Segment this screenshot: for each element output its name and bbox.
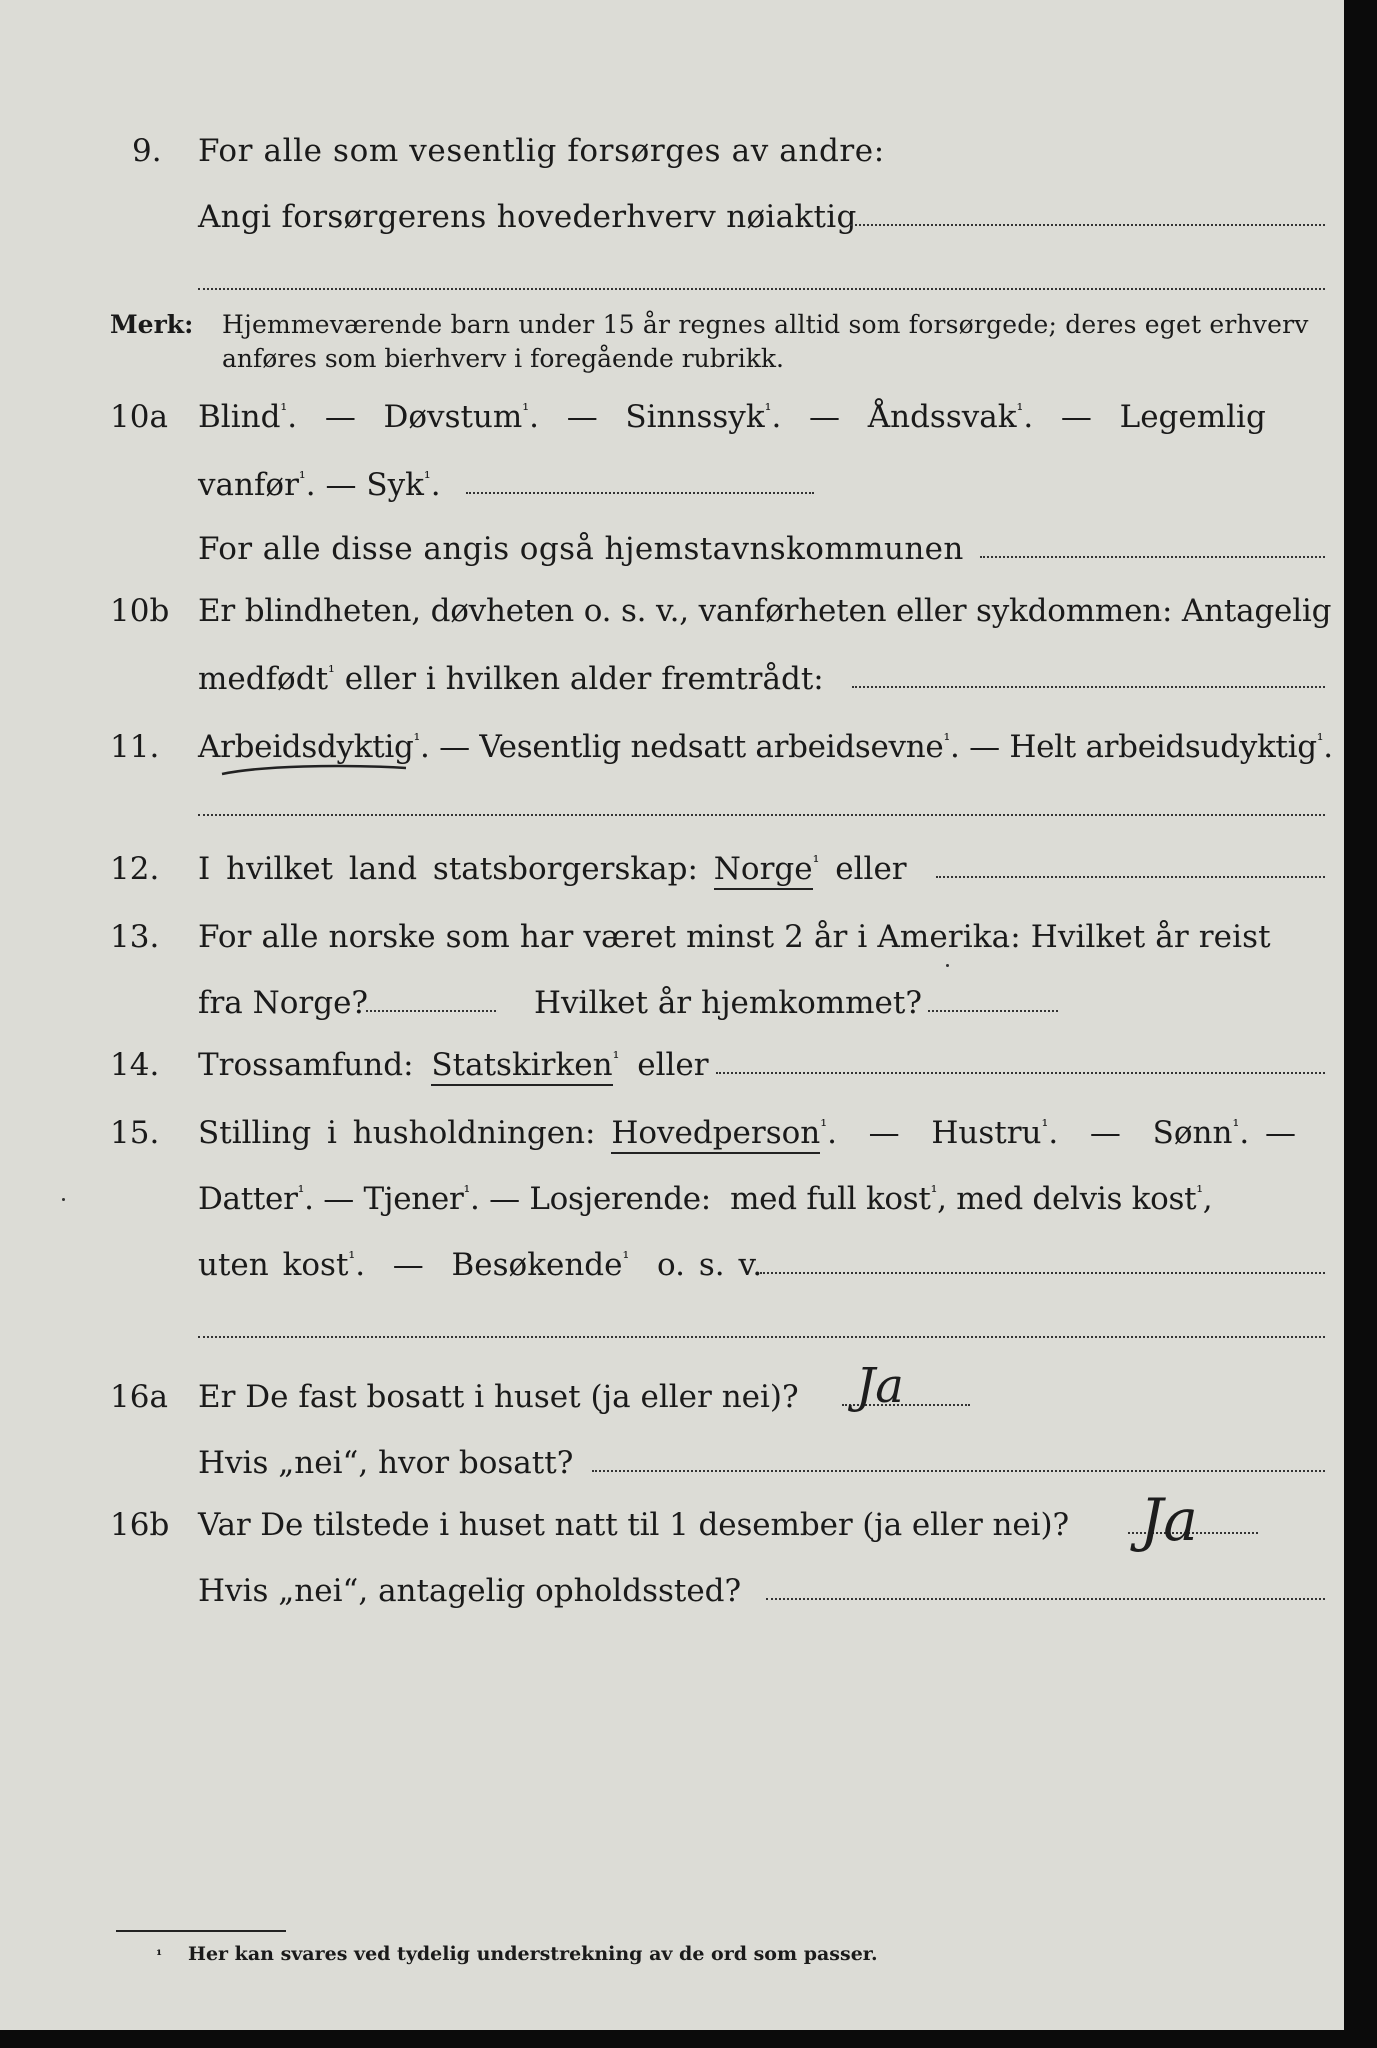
answer-line[interactable] xyxy=(198,1336,1325,1338)
item-number: 11. xyxy=(110,729,160,765)
question-text: Angi forsørgerens hovederhverv nøiaktig xyxy=(198,199,857,235)
footnote-mark: ¹ xyxy=(156,1948,163,1964)
question-text: Hvis „nei“, hvor bosatt? xyxy=(198,1445,574,1481)
item-number: 16a xyxy=(110,1379,168,1415)
answer-line[interactable] xyxy=(466,492,814,494)
question-text: Blind$^{^1}$. — Døvstum$^{^1}$. — Sinnssyk$^{^1}$. — Åndssvak$^{^1}$. — Legemlig xyxy=(198,399,1266,435)
question-text: vanfør$^{^1}$. — Syk$^{^1}$. xyxy=(198,467,441,503)
underlined-choice: Norge xyxy=(714,851,813,890)
question-text: Datter$^{^1}$. — Tjener$^{^1}$. — Losjerende: med full kost$^{^1}$, med delvis kost$^{^1}$, xyxy=(198,1181,1213,1217)
item-number: 10a xyxy=(110,399,168,435)
question-text: Hvilket år hjemkommet? xyxy=(534,985,922,1021)
answer-line[interactable] xyxy=(766,1598,1325,1600)
item-number: 9. xyxy=(132,133,162,169)
item-number: 10b xyxy=(110,593,170,629)
stray-mark xyxy=(62,1198,65,1201)
underlined-choice: Statskirken xyxy=(431,1047,612,1086)
answer-line-year-left[interactable] xyxy=(366,1010,496,1012)
item-number: 16b xyxy=(110,1507,170,1543)
footnote-text: Her kan svares ved tydelig understrekning av de ord som passer. xyxy=(188,1943,878,1965)
underlined-choice: Hovedperson xyxy=(611,1115,820,1154)
note-text: anføres som bierhverv i foregående rubrikk. xyxy=(222,344,784,373)
handwritten-answer: Ja xyxy=(856,1358,904,1414)
answer-line[interactable] xyxy=(198,288,1325,290)
answer-line[interactable] xyxy=(850,224,1325,226)
question-text: Er blindheten, døvheten o. s. v., vanførheten eller sykdommen: Antagelig xyxy=(198,593,1332,629)
question-text: medfødt$^{^1}$ eller i hvilken alder fremtrådt: xyxy=(198,661,824,697)
answer-line[interactable] xyxy=(980,556,1325,558)
answer-line[interactable] xyxy=(716,1072,1325,1074)
question-text: Trossamfund: Statskirken$^{^1}$ eller xyxy=(198,1044,709,1086)
answer-line[interactable] xyxy=(592,1470,1325,1472)
answer-line[interactable] xyxy=(852,686,1325,688)
item-number: 13. xyxy=(110,919,160,955)
footnote-separator xyxy=(116,1930,286,1932)
question-text: For alle norske som har været minst 2 år i Amerika: Hvilket år reist xyxy=(198,919,1271,955)
question-text: For alle disse angis også hjemstavnskommunen xyxy=(198,531,964,567)
question-text: fra Norge? xyxy=(198,985,369,1021)
answer-line[interactable] xyxy=(760,1272,1325,1274)
underlined-choice: Arbeidsdyktig xyxy=(198,729,414,765)
answer-line-year-returned[interactable] xyxy=(928,1010,1058,1012)
question-text: Hvis „nei“, antagelig opholdssted? xyxy=(198,1573,742,1609)
handwritten-answer: Ja xyxy=(1140,1486,1198,1554)
item-number: 15. xyxy=(110,1115,160,1151)
item-number: 14. xyxy=(110,1047,160,1083)
stray-mark xyxy=(946,964,949,967)
question-text: For alle som vesentlig forsørges av andre: xyxy=(198,133,885,169)
question-text: Stilling i husholdningen: Hovedperson$^{^1}$. — Hustru$^{^1}$. — Sønn$^{^1}$. — xyxy=(198,1112,1296,1154)
note-text: Hjemmeværende barn under 15 år regnes alltid som forsørgede; deres eget erhverv xyxy=(222,310,1309,339)
answer-line[interactable] xyxy=(936,876,1325,878)
question-text: Er De fast bosatt i huset (ja eller nei)? xyxy=(198,1379,799,1415)
question-text: uten kost$^{^1}$. — Besøkende$^{^1}$ o. s. v. xyxy=(198,1247,763,1283)
question-text: I hvilket land statsborgerskap: Norge$^{^1}$ eller xyxy=(198,848,907,890)
handwritten-underline xyxy=(220,758,410,780)
item-number: 12. xyxy=(110,851,160,887)
question-text: Arbeidsdyktig$^{^1}$. — Vesentlig nedsatt arbeidsevne$^{^1}$. — Helt arbeidsudyktig$^{^1}$. xyxy=(198,729,1333,765)
note-label: Merk: xyxy=(110,310,194,339)
question-text: Var De tilstede i huset natt til 1 desember (ja eller nei)? xyxy=(198,1507,1069,1543)
answer-line[interactable] xyxy=(198,814,1325,816)
